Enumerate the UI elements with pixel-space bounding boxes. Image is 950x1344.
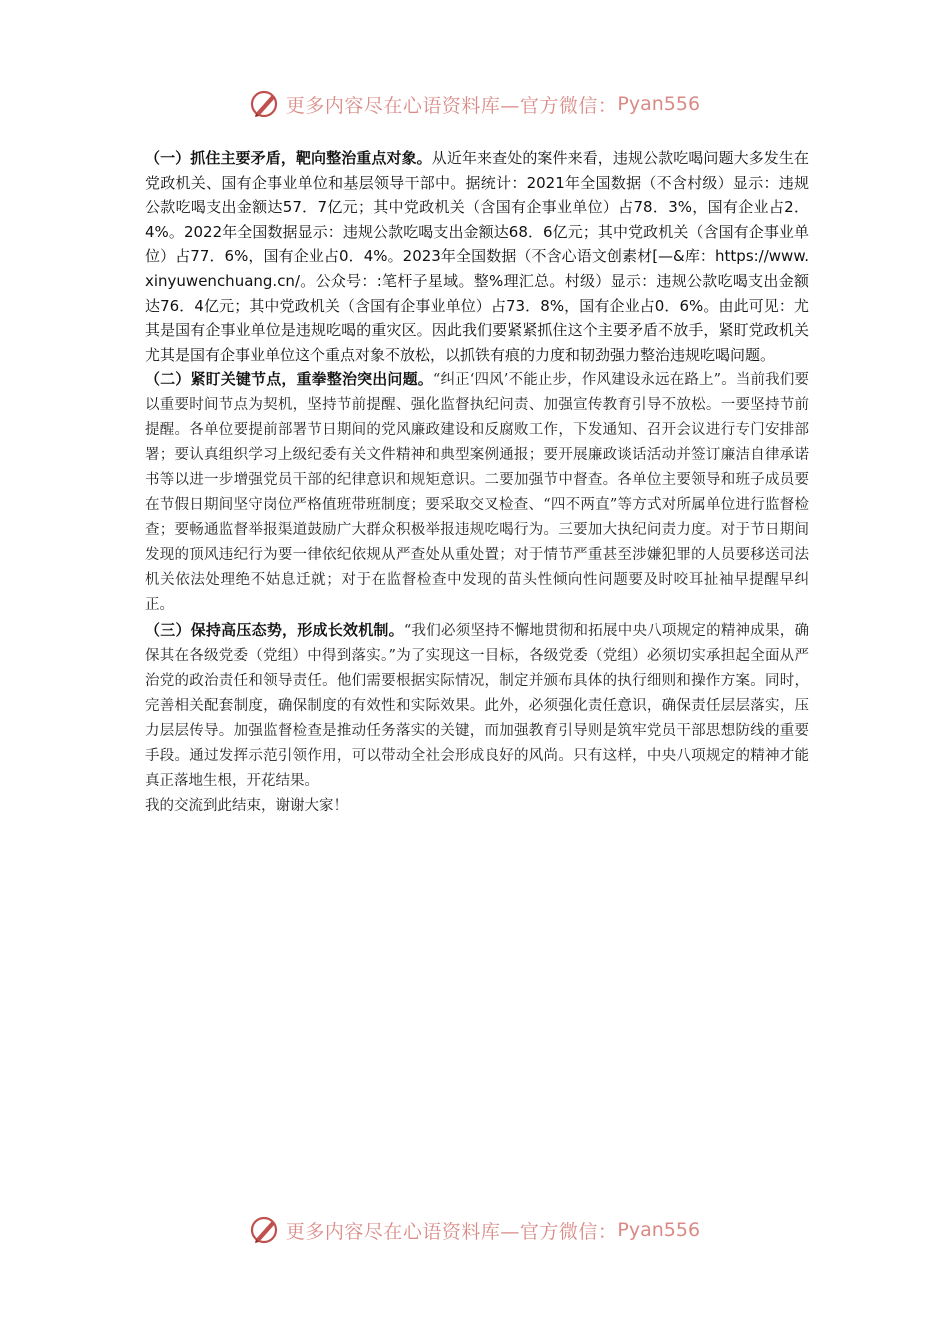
- pen-logo-icon: [250, 1215, 280, 1245]
- paragraph-one: [145, 146, 809, 367]
- pen-logo-icon: [250, 89, 280, 119]
- paragraph-one-text: 从近年来查处的案件来看，违规公款吃喝问题大多发生在党政机关、国有企事业单位和基层领导干部中。据统计：2021年全国数据（不含村级）显示：违规公款吃喝支出金额达57．7亿元；其中党政机关（含国有企事业单位）占78．3%，国有企业占2．4%。2022年全国数据显示：违规公款吃喝支出金额达68．6亿元；其中党政机关（含国有企事业单位）占77．6%，国有企业占0．4%。2023年全国数据（不含心语文创素材[—&库：https://www.xinyuwenchuang.cn/。公众号：:笔杆子星域。整%理汇总。村级）显示：违规公款吃喝支出金额达76．4亿元；其中党政机关（含国有企事业单位）占73．8%，国有企业占0．6%。由此可见：尤其是国有企事业单位是违规吃喝的重灾区。因此我们要紧紧抓住这个主要矛盾不放手，紧盯党政机关尤其是国有企事业单位这个重点对象不放松，以抓铁有痕的力度和韧劲强力整治违规吃喝问题。: [145, 149, 809, 364]
- document-body: [145, 146, 809, 819]
- paragraph-three: [145, 618, 809, 794]
- banner-text: 更多内容尽在心语资料库—官方微信：: [285, 94, 618, 117]
- paragraph-two-text: “纠正‘四风’不能止步，作风建设永远在路上”。当前我们要以重要时间节点为契机，坚持节前提醒、强化监督执纪问责、加强宣传教育引导不放松。一要坚持节前提醒。各单位要提前部署节日期间的党风廉政建设和反腐败工作，下发通知、召开会议进行专门安排部署；要认真组织学习上级纪委有关文件精神和典型案例通报；要开展廉政谈话活动并签订廉洁自律承诺书等以进一步增强党员干部的纪律意识和规矩意识。二要加强节中督查。各单位主要领导和班子成员要在节假日期间坚守岗位严格值班带班制度；要采取交叉检查、“四不两直”等方式对所属单位进行监督检查；要畅通监督举报渠道鼓励广大群众积极举报违规吃喝行为。三要加大执纪问责力度。对于节日期间发现的顶风违纪行为要一律依纪依规从严查处从重处置；对于情节严重甚至涉嫌犯罪的人员要移送司法机关依法处理绝不姑息迁就；对于在监督检查中发现的苗头性倾向性问题要及时咬耳扯袖早提醒早纠正。: [145, 372, 809, 614]
- closing-remark: 我的交流到此结束，谢谢大家！: [145, 798, 348, 815]
- paragraph-two: [145, 367, 809, 618]
- footer-banner: [0, 1210, 950, 1250]
- header-banner: [0, 84, 950, 124]
- paragraph-three-text: “我们必须坚持不懈地贯彻和拓展中央八项规定的精神成果，确保其在各级党委（党组）中得到落实。”为了实现这一目标，各级党委（党组）必须切实承担起全面从严治党的政治责任和领导责任。他们需要根据实际情况，制定并颁布具体的执行细则和操作方案。同时，完善相关配套制度，确保制度的有效性和实际效果。此外，必须强化责任意识，确保责任层层落实，压力层层传导。加强监督检查是推动任务落实的关键，而加强教育引导则是筑牢党员干部思想防线的重要手段。通过发挥示范引领作用，可以带动全社会形成良好的风尚。只有这样，中央八项规定的精神才能真正落地生根，开花结果。: [145, 623, 809, 790]
- paragraph-three-heading: （三）保持高压态势，形成长效机制。: [145, 621, 404, 640]
- paragraph-two-heading: （二）紧盯关键节点，重拳整治突出问题。: [145, 370, 433, 389]
- banner-text: 更多内容尽在心语资料库—官方微信：: [285, 1220, 618, 1243]
- paragraph-one-heading: （一）抓住主要矛盾，靶向整治重点对象。: [145, 149, 432, 167]
- banner-wechat-id: Pyan556: [617, 93, 701, 115]
- banner-wechat-id: Pyan556: [617, 1219, 701, 1241]
